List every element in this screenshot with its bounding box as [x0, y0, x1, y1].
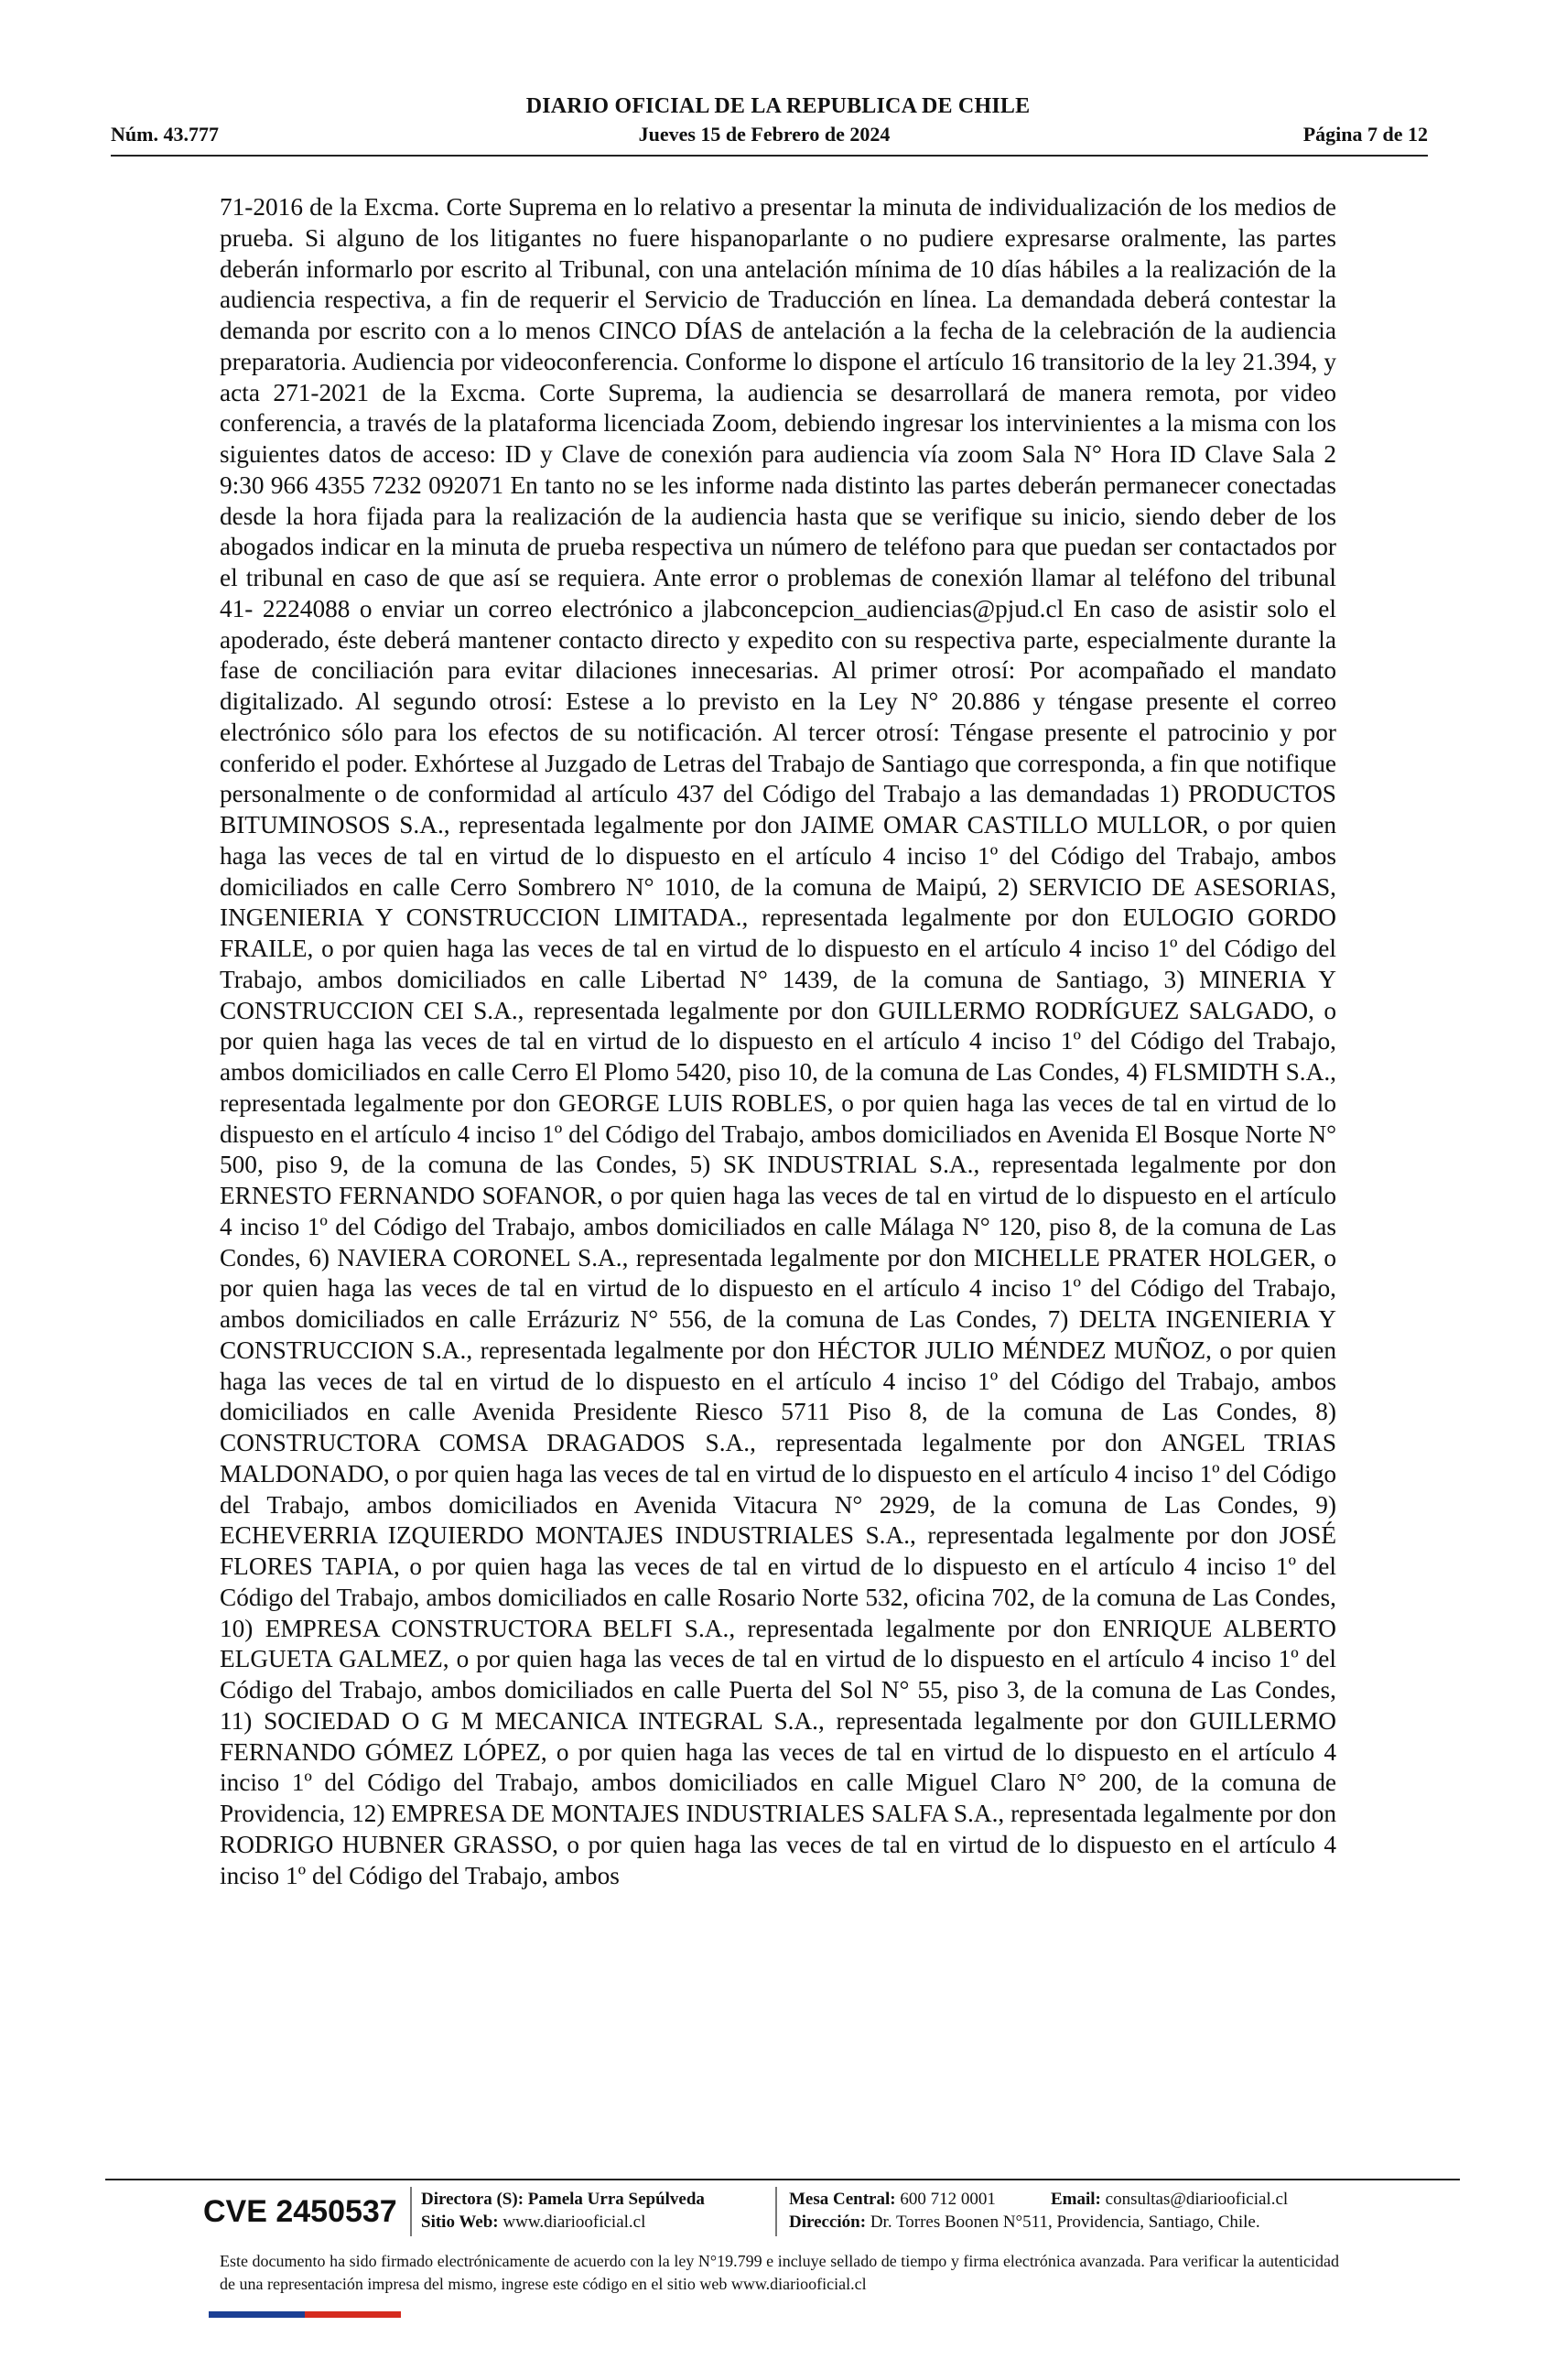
- website-label: Sitio Web:: [421, 2212, 499, 2232]
- issue-date: Jueves 15 de Febrero de 2024: [638, 123, 891, 146]
- footer-divider: [105, 2179, 1460, 2180]
- footer-separator: [775, 2187, 777, 2236]
- phone-number: 600 712 0001: [900, 2190, 996, 2209]
- flag-blue-segment: [209, 2311, 305, 2318]
- website-link[interactable]: www.diariooficial.cl: [502, 2212, 646, 2232]
- footer-director-block: [421, 2188, 705, 2234]
- chile-flag-stripe: [209, 2311, 401, 2318]
- phone-label: Mesa Central:: [789, 2190, 896, 2209]
- page-number: Página 7 de 12: [1302, 123, 1428, 146]
- director-label: Directora (S):: [421, 2190, 524, 2209]
- document-body: [220, 192, 1336, 1891]
- email-label: Email:: [1051, 2190, 1101, 2209]
- gazette-title: DIARIO OFICIAL DE LA REPUBLICA DE CHILE: [525, 94, 1031, 118]
- body-paragraph: 71-2016 de la Excma. Corte Suprema en lo relativo a presentar la minuta de individualización de los medios de prueba. Si alguno de los litigantes no fuere hispanoparlante o no pudiere expresarse oralmente, las partes deberán informarlo por escrito al Tribunal, con una antelación mínima de 10 días hábiles a la realización de la audiencia respectiva, a fin de requerir el Servicio de Traducción en línea. La demandada deberá contestar la demanda por escrito con a lo menos CINCO DÍAS de antelación a la fecha de la celebración de la audiencia preparatoria. Audiencia por videoconferencia. Conforme lo dispone el artículo 16 transitorio de la ley 21.394, y acta 271-2021 de la Excma. Corte Suprema, la audiencia se desarrollará de manera remota, por video conferencia, a través de la plataforma licenciada Zoom, debiendo ingresar los intervinientes a la misma con los siguientes datos de acceso: ID y Clave de conexión para audiencia vía zoom Sala N° Hora ID Clave Sala 2 9:30 966 4355 7232 092071 En tanto no se les informe nada distinto las partes deberán permanecer conectadas desde la hora fijada para la realización de la audiencia hasta que se verifique su inicio, siendo deber de los abogados indicar en la minuta de prueba respectiva un número de teléfono para que puedan ser contactados por el tribunal en caso de que así se requiera. Ante error o problemas de conexión llamar al teléfono del tribunal 41- 2224088 o enviar un correo electrónico a jlabconcepcion_audiencias@pjud.cl En caso de asistir solo el apoderado, éste deberá mantener contacto directo y expedito con su respectiva parte, especialmente durante la fase de conciliación para evitar dilaciones innecesarias. Al primer otrosí: Por acompañado el mandato digitalizado. Al segundo otrosí: Estese a lo previsto en la Ley N° 20.886 y téngase presente el correo electrónico sólo para los efectos de su notificación. Al tercer otrosí: Téngase presente el patrocinio y por conferido el poder. Exhórtese al Juzgado de Letras del Trabajo de Santiago que corresponda, a fin que notifique personalmente o de conformidad al artículo 437 del Código del Trabajo a las demandadas 1) PRODUCTOS BITUMINOSOS S.A., representada legalmente por don JAIME OMAR CASTILLO MULLOR, o por quien haga las veces de tal en virtud de lo dispuesto en el artículo 4 inciso 1º del Código del Trabajo, ambos domiciliados en calle Cerro Sombrero N° 1010, de la comuna de Maipú, 2) SERVICIO DE ASESORIAS, INGENIERIA Y CONSTRUCCION LIMITADA., representada legalmente por don EULOGIO GORDO FRAILE, o por quien haga las veces de tal en virtud de lo dispuesto en el artículo 4 inciso 1º del Código del Trabajo, ambos domiciliados en calle Libertad N° 1439, de la comuna de Santiago, 3) MINERIA Y CONSTRUCCION CEI S.A., representada legalmente por don GUILLERMO RODRÍGUEZ SALGADO, o por quien haga las veces de tal en virtud de lo dispuesto en el artículo 4 inciso 1º del Código del Trabajo, ambos domiciliados en calle Cerro El Plomo 5420, piso 10, de la comuna de Las Condes, 4) FLSMIDTH S.A., representada legalmente por don GEORGE LUIS ROBLES, o por quien haga las veces de tal en virtud de lo dispuesto en el artículo 4 inciso 1º del Código del Trabajo, ambos domiciliados en Avenida El Bosque Norte N° 500, piso 9, de la comuna de las Condes, 5) SK INDUSTRIAL S.A., representada legalmente por don ERNESTO FERNANDO SOFANOR, o por quien haga las veces de tal en virtud de lo dispuesto en el artículo 4 inciso 1º del Código del Trabajo, ambos domiciliados en calle Málaga N° 120, piso 8, de la comuna de Las Condes, 6) NAVIERA CORONEL S.A., representada legalmente por don MICHELLE PRATER HOLGER, o por quien haga las veces de tal en virtud de lo dispuesto en el artículo 4 inciso 1º del Código del Trabajo, ambos domiciliados en calle Errázuriz N° 556, de la comuna de Las Condes, 7) DELTA INGENIERIA Y CONSTRUCCION S.A., representada legalmente por don HÉCTOR JULIO MÉNDEZ MUÑOZ, o por quien haga las veces de tal en virtud de lo dispuesto en el artículo 4 inciso 1º del Código del Trabajo, ambos domiciliados en calle Avenida Presidente Riesco 5711 Piso 8, de la comuna de Las Condes, 8) CONSTRUCTORA COMSA DRAGADOS S.A., representada legalmente por don ANGEL TRIAS MALDONADO, o por quien haga las veces de tal en virtud de lo dispuesto en el artículo 4 inciso 1º del Código del Trabajo, ambos domiciliados en Avenida Vitacura N° 2929, de la comuna de Las Condes, 9) ECHEVERRIA IZQUIERDO MONTAJES INDUSTRIALES S.A., representada legalmente por don JOSÉ FLORES TAPIA, o por quien haga las veces de tal en virtud de lo dispuesto en el artículo 4 inciso 1º del Código del Trabajo, ambos domiciliados en calle Rosario Norte 532, oficina 702, de la comuna de Las Condes, 10) EMPRESA CONSTRUCTORA BELFI S.A., representada legalmente por don ENRIQUE ALBERTO ELGUETA GALMEZ, o por quien haga las veces de tal en virtud de lo dispuesto en el artículo 4 inciso 1º del Código del Trabajo, ambos domiciliados en calle Puerta del Sol N° 55, piso 3, de la comuna de Las Condes, 11) SOCIEDAD O G M MECANICA INTEGRAL S.A., representada legalmente por don GUILLERMO FERNANDO GÓMEZ LÓPEZ, o por quien haga las veces de tal en virtud de lo dispuesto en el artículo 4 inciso 1º del Código del Trabajo, ambos domiciliados en calle Miguel Claro N° 200, de la comuna de Providencia, 12) EMPRESA DE MONTAJES INDUSTRIALES SALFA S.A., representada legalmente por don RODRIGO HUBNER GRASSO, o por quien haga las veces de tal en virtud de lo dispuesto en el artículo 4 inciso 1º del Código del Trabajo, ambos: [220, 193, 1336, 1889]
- director-name: Pamela Urra Sepúlveda: [527, 2190, 705, 2209]
- email-link[interactable]: consultas@diariooficial.cl: [1105, 2190, 1289, 2209]
- address-label: Dirección:: [789, 2212, 867, 2232]
- footer-separator: [410, 2187, 412, 2236]
- header-divider: [111, 155, 1428, 157]
- footer-email-block: [1051, 2188, 1288, 2211]
- issue-number: Núm. 43.777: [111, 123, 219, 146]
- cve-code: CVE 2450537: [203, 2194, 397, 2229]
- address-text: Dr. Torres Boonen N°511, Providencia, Santiago, Chile.: [870, 2212, 1260, 2232]
- signature-notice: Este documento ha sido firmado electrónicamente de acuerdo con la ley N°19.799 e incluye sellado de tiempo y firma electrónica avanzada. Para verificar la autenticidad de una representación impresa del mismo, ingrese este código en el sitio web www.diariooficial.cl: [220, 2252, 1339, 2293]
- flag-red-segment: [305, 2311, 401, 2318]
